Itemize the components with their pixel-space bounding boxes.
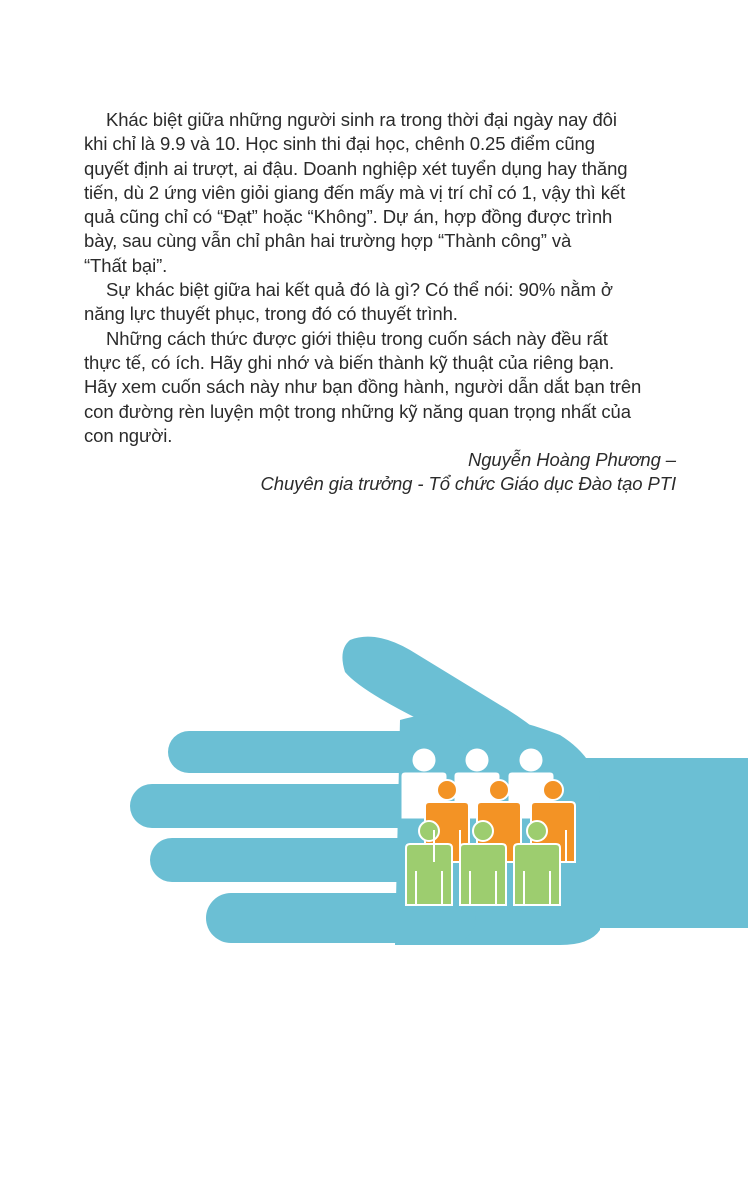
- people-group-front: [406, 821, 560, 905]
- text-line: con đường rèn luyện một trong những kỹ năng quan trọng nhất của: [84, 400, 631, 422]
- text-line: thực tế, có ích. Hãy ghi nhớ và biến thành kỹ thuật của riêng bạn.: [84, 351, 615, 373]
- text-line: bày, sau cùng vẫn chỉ phân hai trường hợp “Thành công” và: [84, 230, 572, 252]
- text-line: “Thất bại”.: [84, 254, 168, 276]
- text-line: quả cũng chỉ có “Đạt” hoặc “Không”. Dự án, hợp đồng được trình: [84, 206, 613, 228]
- signature-name: Nguyễn Hoàng Phương –: [467, 449, 676, 471]
- text-line: năng lực thuyết phục, trong đó có thuyết trình.: [84, 303, 458, 325]
- text-line: khi chỉ là 9.9 và 10. Học sinh thi đại học, chênh 0.25 điểm cũng: [84, 133, 595, 155]
- text-line: Sự khác biệt giữa hai kết quả đó là gì? Có thể nói: 90% nằm ở: [106, 279, 613, 301]
- text-line: Khác biệt giữa những người sinh ra trong thời đại ngày nay đôi: [106, 109, 617, 130]
- paragraph-3: [84, 327, 676, 448]
- paragraph-1: [84, 108, 676, 278]
- text-line: tiến, dù 2 ứng viên giỏi giang đến mấy mà vị trí chỉ có 1, vậy thì kết: [84, 181, 626, 203]
- text-line: quyết định ai trượt, ai đậu. Doanh nghiệp xét tuyển dụng hay thăng: [84, 157, 628, 179]
- hand-holding-people-icon: [0, 630, 748, 960]
- paragraph-2: [84, 278, 676, 327]
- text-line: con người.: [84, 424, 173, 446]
- text-line: Những cách thức được giới thiệu trong cuốn sách này đều rất: [106, 327, 608, 349]
- text-line: Hãy xem cuốn sách này như bạn đồng hành, người dẫn dắt bạn trên: [84, 376, 642, 398]
- foreword-text: [84, 108, 676, 497]
- signature-title: Chuyên gia trưởng - Tổ chức Giáo dục Đào tạo PTI: [260, 473, 676, 495]
